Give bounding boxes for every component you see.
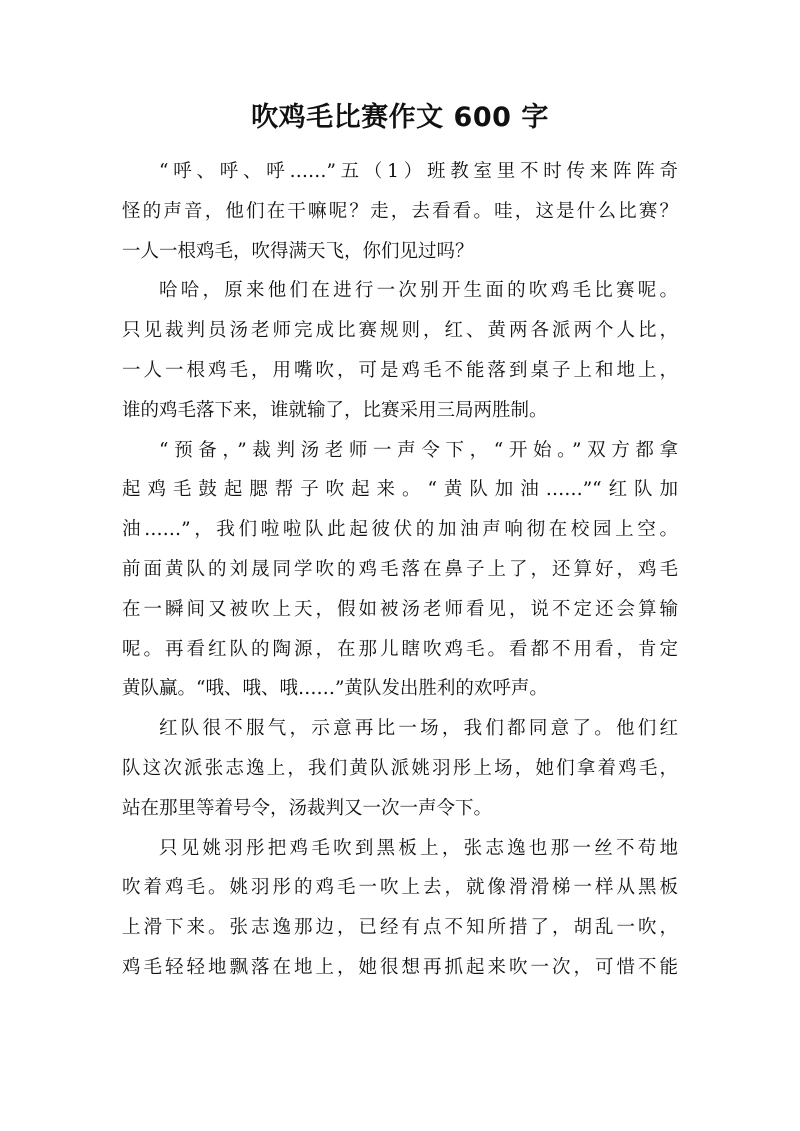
paragraph-line: 哈哈，原来他们在进行一次别开生面的吹鸡毛比赛呢。 bbox=[159, 280, 678, 302]
paragraph-line: 谁的鸡毛落下来，谁就输了，比赛采用三局两胜制。 bbox=[122, 399, 548, 421]
paragraph-line: 一人一根鸡毛，用嘴吹，可是鸡毛不能落到桌子上和地上， bbox=[122, 359, 678, 381]
paragraph-2 bbox=[122, 271, 678, 430]
document-body bbox=[122, 152, 678, 988]
paragraph-line: 怪的声音，他们在干嘛呢？走，去看看。哇，这是什么比赛？ bbox=[122, 200, 678, 222]
paragraph-line: 前面黄队的刘晟同学吹的鸡毛落在鼻子上了，还算好，鸡毛 bbox=[122, 558, 678, 580]
paragraph-line: 黄队赢。“哦、哦、哦……”黄队发出胜利的欢呼声。 bbox=[122, 678, 548, 700]
paragraph-3 bbox=[122, 431, 678, 710]
paragraph-line: 一人一根鸡毛，吹得满天飞，你们见过吗？ bbox=[122, 240, 474, 262]
paragraph-line: 队这次派张志逸上，我们黄队派姚羽彤上场，她们拿着鸡毛， bbox=[122, 757, 678, 779]
paragraph-line: 只见姚羽彤把鸡毛吹到黑板上，张志逸也那一丝不苟地 bbox=[159, 837, 678, 859]
paragraph-1 bbox=[122, 152, 678, 271]
paragraph-4 bbox=[122, 709, 678, 828]
paragraph-line: 鸡毛轻轻地飘落在地上，她很想再抓起来吹一次，可惜不能 bbox=[122, 956, 678, 978]
paragraph-line: 站在那里等着号令，汤裁判又一次一声令下。 bbox=[122, 797, 493, 819]
paragraph-line: 上滑下来。张志逸那边，已经有点不知所措了，胡乱一吹， bbox=[122, 917, 678, 939]
paragraph-line: 在一瞬间又被吹上天，假如被汤老师看见，说不定还会算输 bbox=[122, 598, 678, 620]
paragraph-line: 起鸡毛鼓起腮帮子吹起来。“黄队加油……”“红队加 bbox=[122, 479, 678, 501]
paragraph-line: 油……”，我们啦啦队此起彼伏的加油声响彻在校园上空。 bbox=[122, 519, 678, 541]
paragraph-line: 吹着鸡毛。姚羽彤的鸡毛一吹上去，就像滑滑梯一样从黑板 bbox=[122, 877, 678, 899]
paragraph-line: “预备，”裁判汤老师一声令下，“开始。”双方都拿 bbox=[159, 439, 678, 461]
paragraph-5 bbox=[122, 829, 678, 988]
document-title: 吹鸡毛比赛作文 600 字 bbox=[251, 102, 549, 133]
paragraph-line: “呼、呼、呼……”五（1）班教室里不时传来阵阵奇 bbox=[159, 161, 678, 182]
paragraph-line: 呢。再看红队的陶源，在那儿瞎吹鸡毛。看都不用看，肯定 bbox=[122, 638, 678, 660]
paragraph-line: 红队很不服气，示意再比一场，我们都同意了。他们红 bbox=[159, 718, 678, 740]
paragraph-line: 只见裁判员汤老师完成比赛规则，红、黄两各派两个人比， bbox=[122, 320, 678, 342]
